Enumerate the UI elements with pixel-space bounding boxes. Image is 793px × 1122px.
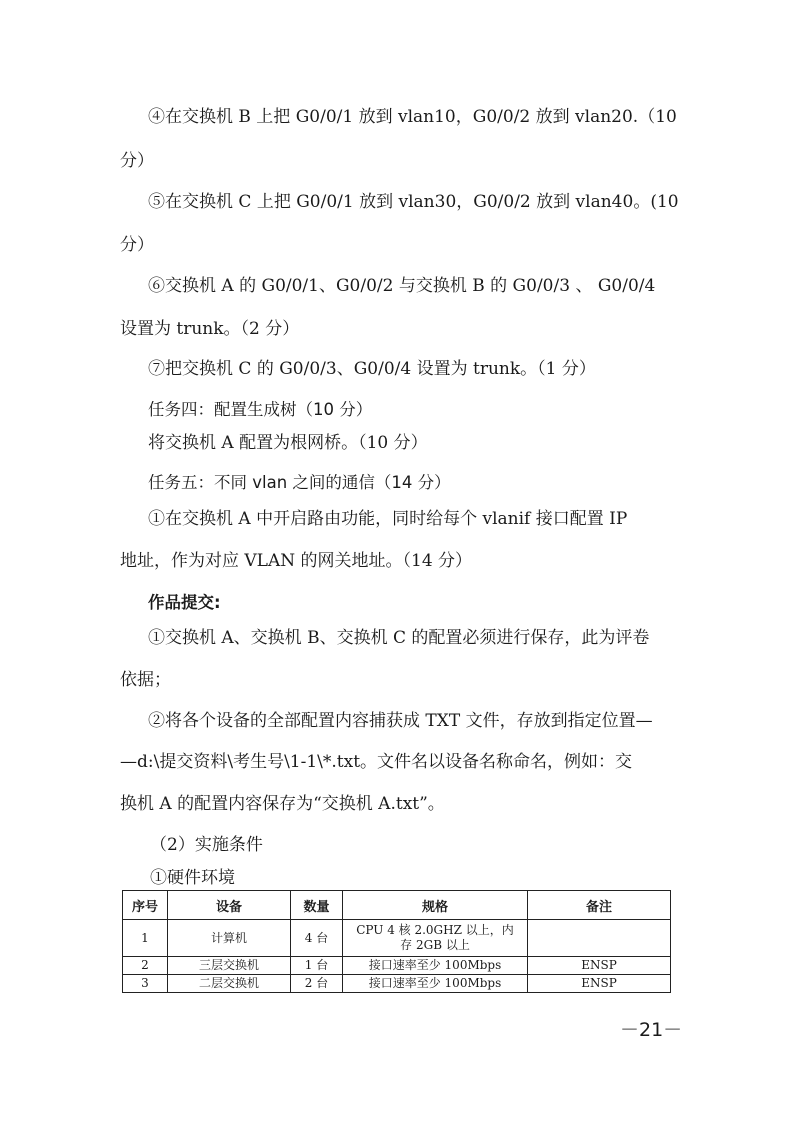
header-index: 序号 xyxy=(123,891,168,920)
line-switch-c-vlan-cont: 分） xyxy=(120,235,154,255)
cell-spec: 接口速率至少 100Mbps xyxy=(343,975,528,993)
hardware-table xyxy=(122,890,671,993)
task-five-heading: 任务五：不同 vlan 之间的通信（14 分） xyxy=(148,473,451,492)
submission-item-1-cont: 依据； xyxy=(120,670,171,690)
header-quantity: 数量 xyxy=(291,891,343,920)
cell-spec: 接口速率至少 100Mbps xyxy=(343,957,528,975)
cell-device: 二层交换机 xyxy=(168,975,291,993)
line-switch-c-vlan: ⑤在交换机 C 上把 G0/0/1 放到 vlan30，G0/0/2 放到 vlan40。(10 xyxy=(148,192,679,212)
submission-item-1: ①交换机 A、交换机 B、交换机 C 的配置必须进行保存，此为评卷 xyxy=(148,628,650,648)
submission-item-2-cont: —d:\提交资料\考生号\1-1\*.txt。文件名以设备名称命名，例如：交 xyxy=(120,752,633,772)
cell-quantity: 2 台 xyxy=(291,975,343,993)
header-device: 设备 xyxy=(168,891,291,920)
cell-index: 3 xyxy=(123,975,168,993)
cell-note xyxy=(528,920,671,957)
line-trunk-a-b: ⑥交换机 A 的 G0/0/1、G0/0/2 与交换机 B 的 G0/0/3 、 G0/0/4 xyxy=(148,276,656,296)
header-spec: 规格 xyxy=(343,891,528,920)
table-header-row xyxy=(123,891,671,920)
table-row xyxy=(123,920,671,957)
cell-spec: CPU 4 核 2.0GHZ 以上，内存 2GB 以上 xyxy=(343,920,528,957)
cell-note: ENSP xyxy=(528,957,671,975)
cell-device: 计算机 xyxy=(168,920,291,957)
cell-index: 1 xyxy=(123,920,168,957)
hardware-heading: ①硬件环境 xyxy=(150,868,235,888)
cell-index: 2 xyxy=(123,957,168,975)
table-row xyxy=(123,975,671,993)
submission-item-2-cont2: 换机 A 的配置内容保存为“交换机 A.txt”。 xyxy=(120,794,445,814)
cell-device: 三层交换机 xyxy=(168,957,291,975)
cell-note: ENSP xyxy=(528,975,671,993)
conditions-heading: （2）实施条件 xyxy=(150,835,263,855)
page-number: －21－ xyxy=(620,1019,683,1041)
table-row xyxy=(123,957,671,975)
line-trunk-a-b-cont: 设置为 trunk。（2 分） xyxy=(120,319,300,339)
submission-item-2: ②将各个设备的全部配置内容捕获成 TXT 文件，存放到指定位置— xyxy=(148,711,653,731)
cell-quantity: 4 台 xyxy=(291,920,343,957)
line-switch-b-vlan-cont: 分） xyxy=(120,151,154,171)
submission-heading: 作品提交: xyxy=(148,593,221,612)
task-five-text-cont: 地址，作为对应 VLAN 的网关地址。（14 分） xyxy=(120,551,473,571)
task-four-text: 将交换机 A 配置为根网桥。（10 分） xyxy=(148,433,428,453)
line-switch-b-vlan: ④在交换机 B 上把 G0/0/1 放到 vlan10，G0/0/2 放到 vlan20.（10 xyxy=(148,107,677,127)
header-note: 备注 xyxy=(528,891,671,920)
cell-quantity: 1 台 xyxy=(291,957,343,975)
task-five-text: ①在交换机 A 中开启路由功能，同时给每个 vlanif 接口配置 IP xyxy=(148,509,628,529)
task-four-heading: 任务四：配置生成树（10 分） xyxy=(148,400,373,419)
line-trunk-c: ⑦把交换机 C 的 G0/0/3、G0/0/4 设置为 trunk。（1 分） xyxy=(148,359,596,379)
